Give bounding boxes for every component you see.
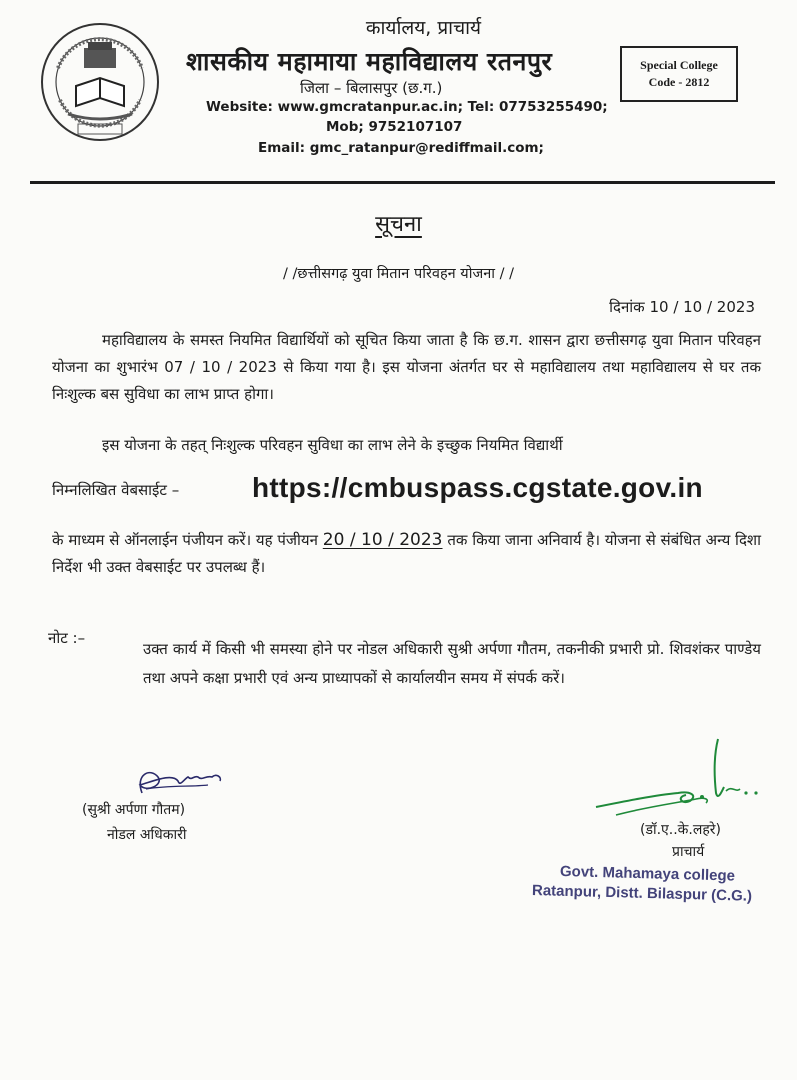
website-label: निम्नलिखित वेबसाईट – xyxy=(52,481,180,499)
notice-date: दिनांक 10 / 10 / 2023 xyxy=(609,298,755,316)
registration-deadline: 20 / 10 / 2023 xyxy=(322,530,443,550)
special-college-label: Special College xyxy=(640,58,718,72)
note-text: उक्त कार्य में किसी भी समस्या होने पर नोडल अधिकारी सुश्री अर्पणा गौतम, तकनीकी प्रभारी प्रो. शिवशंकर पाण्डेय तथा अपने कक्षा प्रभारी एवं अन्य प्राध्यापकों से कार्यालयीन समय में संपर्क करें। xyxy=(143,640,761,687)
paragraph-3 xyxy=(52,527,761,581)
registration-url: https://cmbuspass.cgstate.gov.in xyxy=(252,472,703,503)
nodal-officer-name: (सुश्री अर्पणा गौतम) xyxy=(82,802,186,818)
district-line: जिला – बिलासपुर (छ.ग.) xyxy=(300,79,443,97)
special-college-box xyxy=(620,46,738,102)
stamp-address-line: Ratanpur, Distt. Bilaspur (C.G.) xyxy=(531,882,753,905)
office-line: कार्यालय, प्राचार्य xyxy=(365,17,482,39)
college-code: Code - 2812 xyxy=(648,75,710,89)
email-line: Email: gmc_ratanpur@rediffmail.com; xyxy=(258,140,544,156)
paragraph-1: महाविद्यालय के समस्त नियमित विद्यार्थियों को सूचित किया जाता है कि छ.ग. शासन द्वारा छत्तीसगढ़ युवा मितान परिवहन योजना का शुभारंभ 07 / 10 / 2023 से किया गया है। इस योजना अंतर्गत घर से महाविद्यालय तथा महाविद्यालय से घर तक निःशुल्क बस सुविधा का लाभ प्राप्त होगा। xyxy=(52,331,761,403)
nodal-officer-designation: नोडल अधिकारी xyxy=(107,827,187,843)
website-line: Website: www.gmcratanpur.ac.in; Tel: 07753255490; xyxy=(206,99,608,115)
paragraph-2: इस योजना के तहत् निःशुल्क परिवहन सुविधा का लाभ लेने के इच्छुक नियमित विद्यार्थी xyxy=(102,436,563,454)
para3-before: के माध्यम से ऑनलाईन पंजीयन करें। यह पंजीयन xyxy=(52,531,318,549)
notice-title-text: सूचना xyxy=(375,212,422,237)
notice-subtitle: / /छत्तीसगढ़ युवा मितान परिवहन योजना / / xyxy=(282,266,515,282)
mobile-line: Mob; 9752107107 xyxy=(326,119,463,135)
stamp-college-line: Govt. Mahamaya college xyxy=(559,863,736,885)
principal-name: (डॉ.ए..के.लहरे) xyxy=(640,822,721,838)
notice-title xyxy=(0,208,797,238)
principal-signature xyxy=(586,735,766,827)
nodal-officer-signature xyxy=(80,763,230,801)
para3-after: तक किया जाना अनिवार्य है। योजना से संबंधित अन्य दिशा निर्देश भी उक्त वेबसाईट पर उपलब्ध हैं। xyxy=(52,531,761,576)
header-divider xyxy=(30,181,775,184)
note-label: नोट :– xyxy=(48,629,86,647)
college-name: शासकीय महामाया महाविद्यालय रतनपुर xyxy=(186,47,553,76)
principal-designation: प्राचार्य xyxy=(672,844,705,860)
